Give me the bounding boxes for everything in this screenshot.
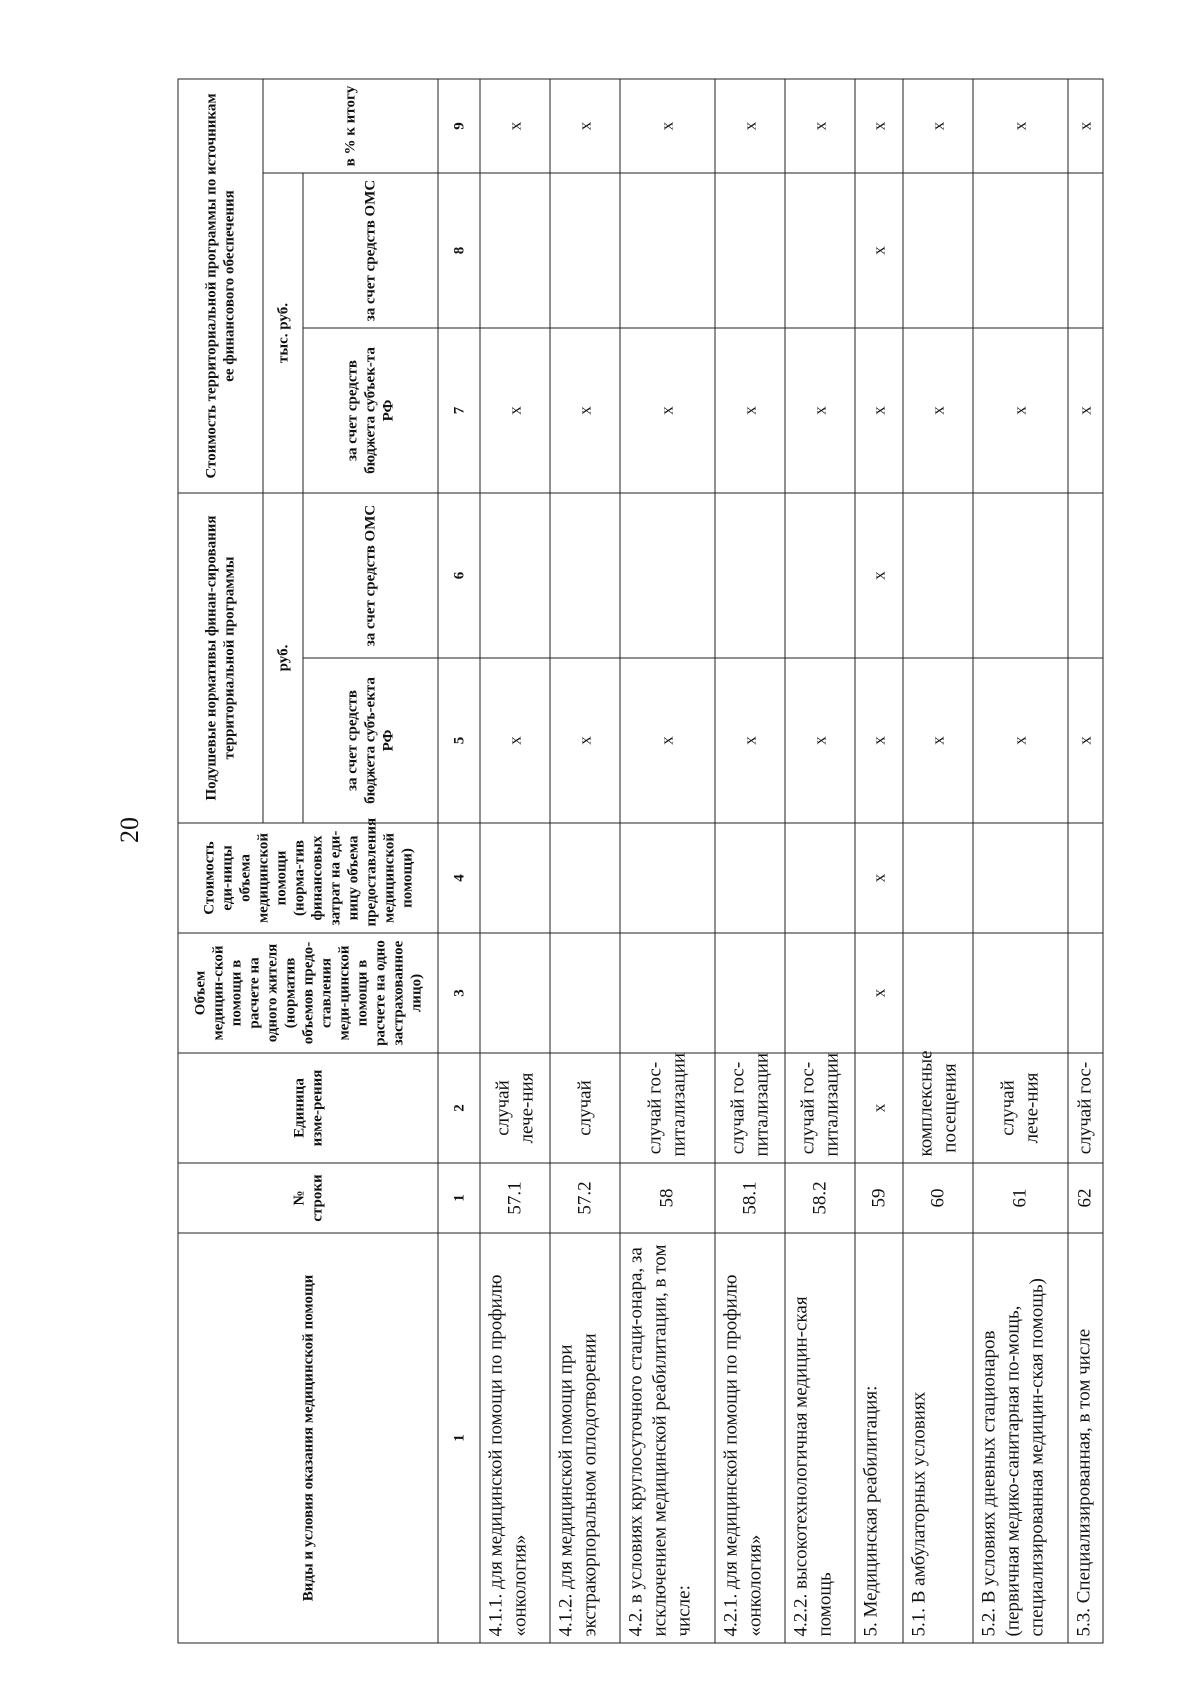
row-name: 4.2.2. высокотехнологичная медицин-ская помощь [785,1233,855,1643]
row-unit-cost [1068,823,1103,933]
column-number: 7 [438,328,480,493]
row-name: 4.1.1. для медицинской помощи по профилю «онкология» [480,1233,550,1643]
row-name: 4.2. в условиях круглосуточного стаци-онара, за исключением медицинской реабилитации, в том числе: [620,1233,715,1643]
row-oms-norm: x [855,493,903,658]
row-budget-cost: x [1068,328,1103,493]
row-oms-cost [903,173,973,328]
row-oms-cost [973,173,1068,328]
row-budget-norm: x [480,658,550,823]
row-budget-cost: x [973,328,1068,493]
table-row [1068,79,1103,1643]
row-oms-norm [785,493,855,658]
row-name: 4.2.1. для медицинской помощи по профилю «онкология» [715,1233,785,1643]
table-row [620,79,715,1643]
header-per-capita-norms: Подушевые нормативы финан-сирования территориальной программы [178,493,263,823]
header-rub: руб. [263,493,303,823]
row-unit: комплексные посещения [903,1053,973,1163]
row-unit: случай гос-питализации [715,1053,785,1163]
header-unit: Единица изме-рения [178,1053,438,1163]
row-budget-norm: x [550,658,620,823]
column-number: 4 [438,823,480,933]
row-unit-cost [715,823,785,933]
row-unit: случай гос-питализации [620,1053,715,1163]
financing-table [178,79,1104,1644]
row-percent: x [1068,79,1103,173]
row-number: 57.1 [480,1163,550,1233]
row-volume [715,933,785,1053]
table-row [855,79,903,1643]
column-number: 6 [438,493,480,658]
row-volume [1068,933,1103,1053]
row-percent: x [903,79,973,173]
row-oms-norm [620,493,715,658]
row-volume [550,933,620,1053]
header-budget-cost: за счет средств бюджета субъек-та РФ [303,328,438,493]
row-budget-norm: x [785,658,855,823]
row-oms-cost [550,173,620,328]
row-oms-norm [1068,493,1103,658]
header-unit-cost: Стоимость еди-ницы объема медицинской помощи (норма-тив финансовых затрат на еди-ницу объема предоставления медицинской помощи) [178,823,438,933]
row-volume [620,933,715,1053]
row-budget-cost: x [785,328,855,493]
row-unit: случай гос-питализации [785,1053,855,1163]
row-budget-cost: x [620,328,715,493]
row-percent: x [785,79,855,173]
row-name: 4.1.2. для медицинской помощи при экстракорпоральном оплодотворении [550,1233,620,1643]
row-oms-norm [550,493,620,658]
column-number: 9 [438,79,480,173]
row-budget-norm: x [715,658,785,823]
header-care-type: Виды и условия оказания медицинской помощи [178,1233,438,1643]
row-unit: случай лече-ния [973,1053,1068,1163]
row-number: 62 [1068,1163,1103,1233]
table-row [550,79,620,1643]
row-oms-cost [1068,173,1103,328]
row-name: 5.3. Специализированная, в том числе [1068,1233,1103,1643]
row-oms-norm [973,493,1068,658]
financing-table-wrapper [178,80,1096,1644]
column-number: 8 [438,173,480,328]
row-unit: случай [550,1053,620,1163]
row-volume [973,933,1068,1053]
row-number: 60 [903,1163,973,1233]
row-volume [903,933,973,1053]
row-percent: x [620,79,715,173]
row-unit-cost: x [855,823,903,933]
row-unit: случай гос- [1068,1053,1103,1163]
row-percent: x [855,79,903,173]
row-budget-cost: x [480,328,550,493]
row-name: 5.1. В амбулаторных условиях [903,1233,973,1643]
header-row-number: № строки [178,1163,438,1233]
row-unit-cost [903,823,973,933]
table-row [785,79,855,1643]
header-program-cost: Стоимость территориальной программы по источникам ее финансового обеспечения [178,79,263,493]
column-number: 1 [438,1233,480,1643]
row-volume [785,933,855,1053]
row-budget-cost: x [715,328,785,493]
row-number: 58 [620,1163,715,1233]
row-unit-cost [973,823,1068,933]
row-oms-norm [715,493,785,658]
row-unit: x [855,1053,903,1163]
row-budget-norm: x [1068,658,1103,823]
row-percent: x [480,79,550,173]
row-unit-cost [785,823,855,933]
row-budget-norm: x [620,658,715,823]
header-oms-cost: за счет средств ОМС [303,173,438,328]
row-unit-cost [550,823,620,933]
header-volume: Объем медицин-ской помощи в расчете на одного жителя (норматив объемов предо-ставления меди-цинской помощи в расчете на одно застрахованное лицо) [178,933,438,1053]
row-unit-cost [480,823,550,933]
row-name: 5.2. В условиях дневных стационаров (первичная медико-санитарная по-мощь, специализированная медицин-ская помощь) [973,1233,1068,1643]
header-percent-of-total: в % к итогу [263,79,438,173]
row-number: 61 [973,1163,1068,1233]
row-volume [480,933,550,1053]
row-budget-norm: x [855,658,903,823]
row-budget-norm: x [903,658,973,823]
table-row [973,79,1068,1643]
row-number: 58.2 [785,1163,855,1233]
row-budget-cost: x [855,328,903,493]
row-percent: x [715,79,785,173]
row-number: 59 [855,1163,903,1233]
row-oms-norm [480,493,550,658]
row-volume: x [855,933,903,1053]
row-number: 58.1 [715,1163,785,1233]
header-oms-norm: за счет средств ОМС [303,493,438,658]
row-name: 5. Медицинская реабилитация: [855,1233,903,1643]
row-percent: x [550,79,620,173]
row-oms-norm [903,493,973,658]
header-budget-norm: за счет средств бюджета субъ-екта РФ [303,658,438,823]
row-oms-cost [480,173,550,328]
row-budget-cost: x [903,328,973,493]
page-number: 20 [115,817,144,843]
row-unit-cost [620,823,715,933]
row-unit: случай лече-ния [480,1053,550,1163]
column-number: 2 [438,1053,480,1163]
table-row [715,79,785,1643]
column-number: 1 [438,1163,480,1233]
row-oms-cost [715,173,785,328]
row-oms-cost [620,173,715,328]
header-thousand-rub: тыс. руб. [263,173,303,493]
column-number: 3 [438,933,480,1053]
row-budget-norm: x [973,658,1068,823]
row-oms-cost: x [855,173,903,328]
row-budget-cost: x [550,328,620,493]
row-oms-cost [785,173,855,328]
row-percent: x [973,79,1068,173]
table-row [480,79,550,1643]
row-number: 57.2 [550,1163,620,1233]
table-row [903,79,973,1643]
column-number: 5 [438,658,480,823]
